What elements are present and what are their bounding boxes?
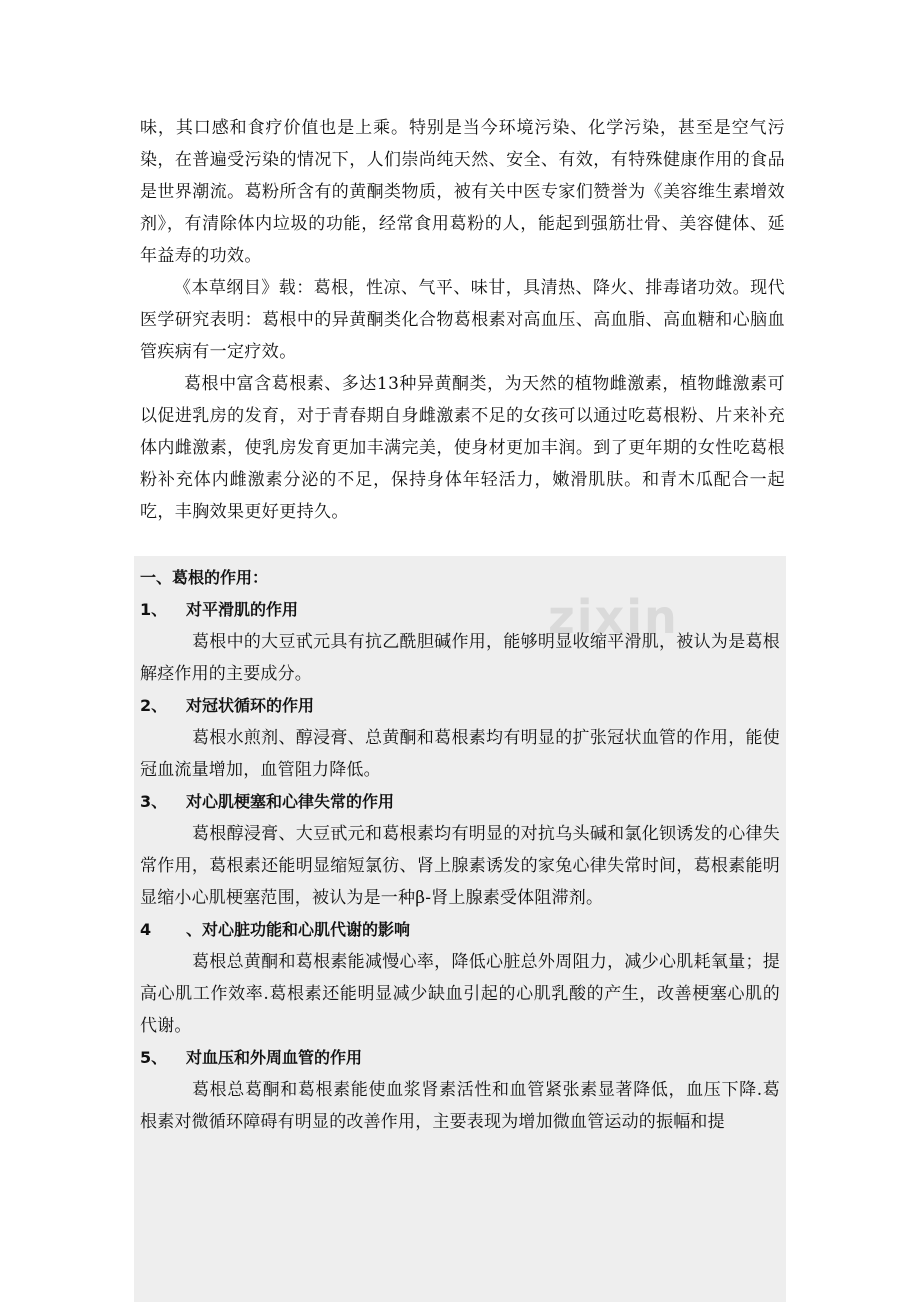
subsection-body-2: 葛根水煎剂、醇浸膏、总黄酮和葛根素均有明显的扩张冠状血管的作用，能使冠血流量增加，血管阻力降低。 bbox=[140, 728, 780, 780]
subsection-title: 对冠状循环的作用 bbox=[186, 696, 315, 715]
intro-text bbox=[140, 112, 785, 528]
section-title: 一、葛根的作用： bbox=[140, 568, 269, 587]
subsection-body-5: 葛根总葛酮和葛根素能使血浆肾素活性和血管紧张素显著降低，血压下降.葛根素对微循环障碍有明显的改善作用，主要表现为增加微血管运动的振幅和提 bbox=[140, 1080, 780, 1132]
subsection-heading-4 bbox=[140, 914, 780, 946]
watermark-logo: zixin bbox=[548, 590, 679, 644]
intro-paragraph-1: 味，其口感和食疗价值也是上乘。特别是当今环境污染、化学污染，甚至是空气污染，在普遍受污染的情况下，人们崇尚纯天然、安全、有效，有特殊健康作用的食品是世界潮流。葛粉所含有的黄酮类物质，被有关中医专家们赞誉为《美容维生素增效剂》，有清除体内垃圾的功能，经常食用葛粉的人，能起到强筋壮骨、美容健体、延年益寿的功效。 bbox=[140, 118, 785, 266]
subsection-body-4: 葛根总黄酮和葛根素能减慢心率，降低心脏总外周阻力，减少心肌耗氧量；提高心肌工作效率.葛根素还能明显减少缺血引起的心肌乳酸的产生，改善梗塞心肌的代谢。 bbox=[140, 952, 780, 1036]
intro-paragraph-2: 《本草纲目》载：葛根，性凉、气平、味甘，具清热、降火、排毒诸功效。现代医学研究表明：葛根中的异黄酮类化合物葛根素对高血压、高血脂、高血糖和心脑血管疾病有一定疗效。 bbox=[140, 278, 785, 362]
intro-paragraph-3: 葛根中富含葛根素、多达13种异黄酮类，为天然的植物雌激素，植物雌激素可以促进乳房的发育，对于青春期自身雌激素不足的女孩可以通过吃葛根粉、片来补充体内雌激素，使乳房发育更加丰满完美，使身材更加丰润。到了更年期的女性吃葛根粉补充体内雌激素分泌的不足，保持身体年轻活力，嫩滑肌肤。和青木瓜配合一起吃，丰胸效果更好更持久。 bbox=[140, 374, 785, 522]
subsection-title: 对心肌梗塞和心律失常的作用 bbox=[186, 792, 395, 811]
subsection-title: 、对心脏功能和心肌代谢的影响 bbox=[186, 920, 411, 939]
effects-section bbox=[134, 556, 786, 1302]
subsection-number: 5、 bbox=[140, 1048, 168, 1067]
subsection-heading-2 bbox=[140, 690, 780, 722]
subsection-heading-1 bbox=[140, 594, 780, 626]
subsection-number: 1、 bbox=[140, 600, 168, 619]
subsection-number: 2、 bbox=[140, 696, 168, 715]
subsection-number: 4 bbox=[140, 920, 152, 939]
subsection-heading-3 bbox=[140, 786, 780, 818]
subsection-body-3: 葛根醇浸膏、大豆甙元和葛根素均有明显的对抗乌头碱和氯化钡诱发的心律失常作用，葛根素还能明显缩短氯彷、肾上腺素诱发的家兔心律失常时间，葛根素能明显缩小心肌梗塞范围，被认为是一种β-肾上腺素受体阻滞剂。 bbox=[140, 824, 780, 908]
subsection-title: 对血压和外周血管的作用 bbox=[186, 1048, 363, 1067]
subsection-heading-5 bbox=[140, 1042, 780, 1074]
subsection-number: 3、 bbox=[140, 792, 168, 811]
subsection-title: 对平滑肌的作用 bbox=[186, 600, 299, 619]
subsection-body-1: 葛根中的大豆甙元具有抗乙酰胆碱作用，能够明显收缩平滑肌，被认为是葛根解痉作用的主要成分。 bbox=[140, 632, 780, 684]
